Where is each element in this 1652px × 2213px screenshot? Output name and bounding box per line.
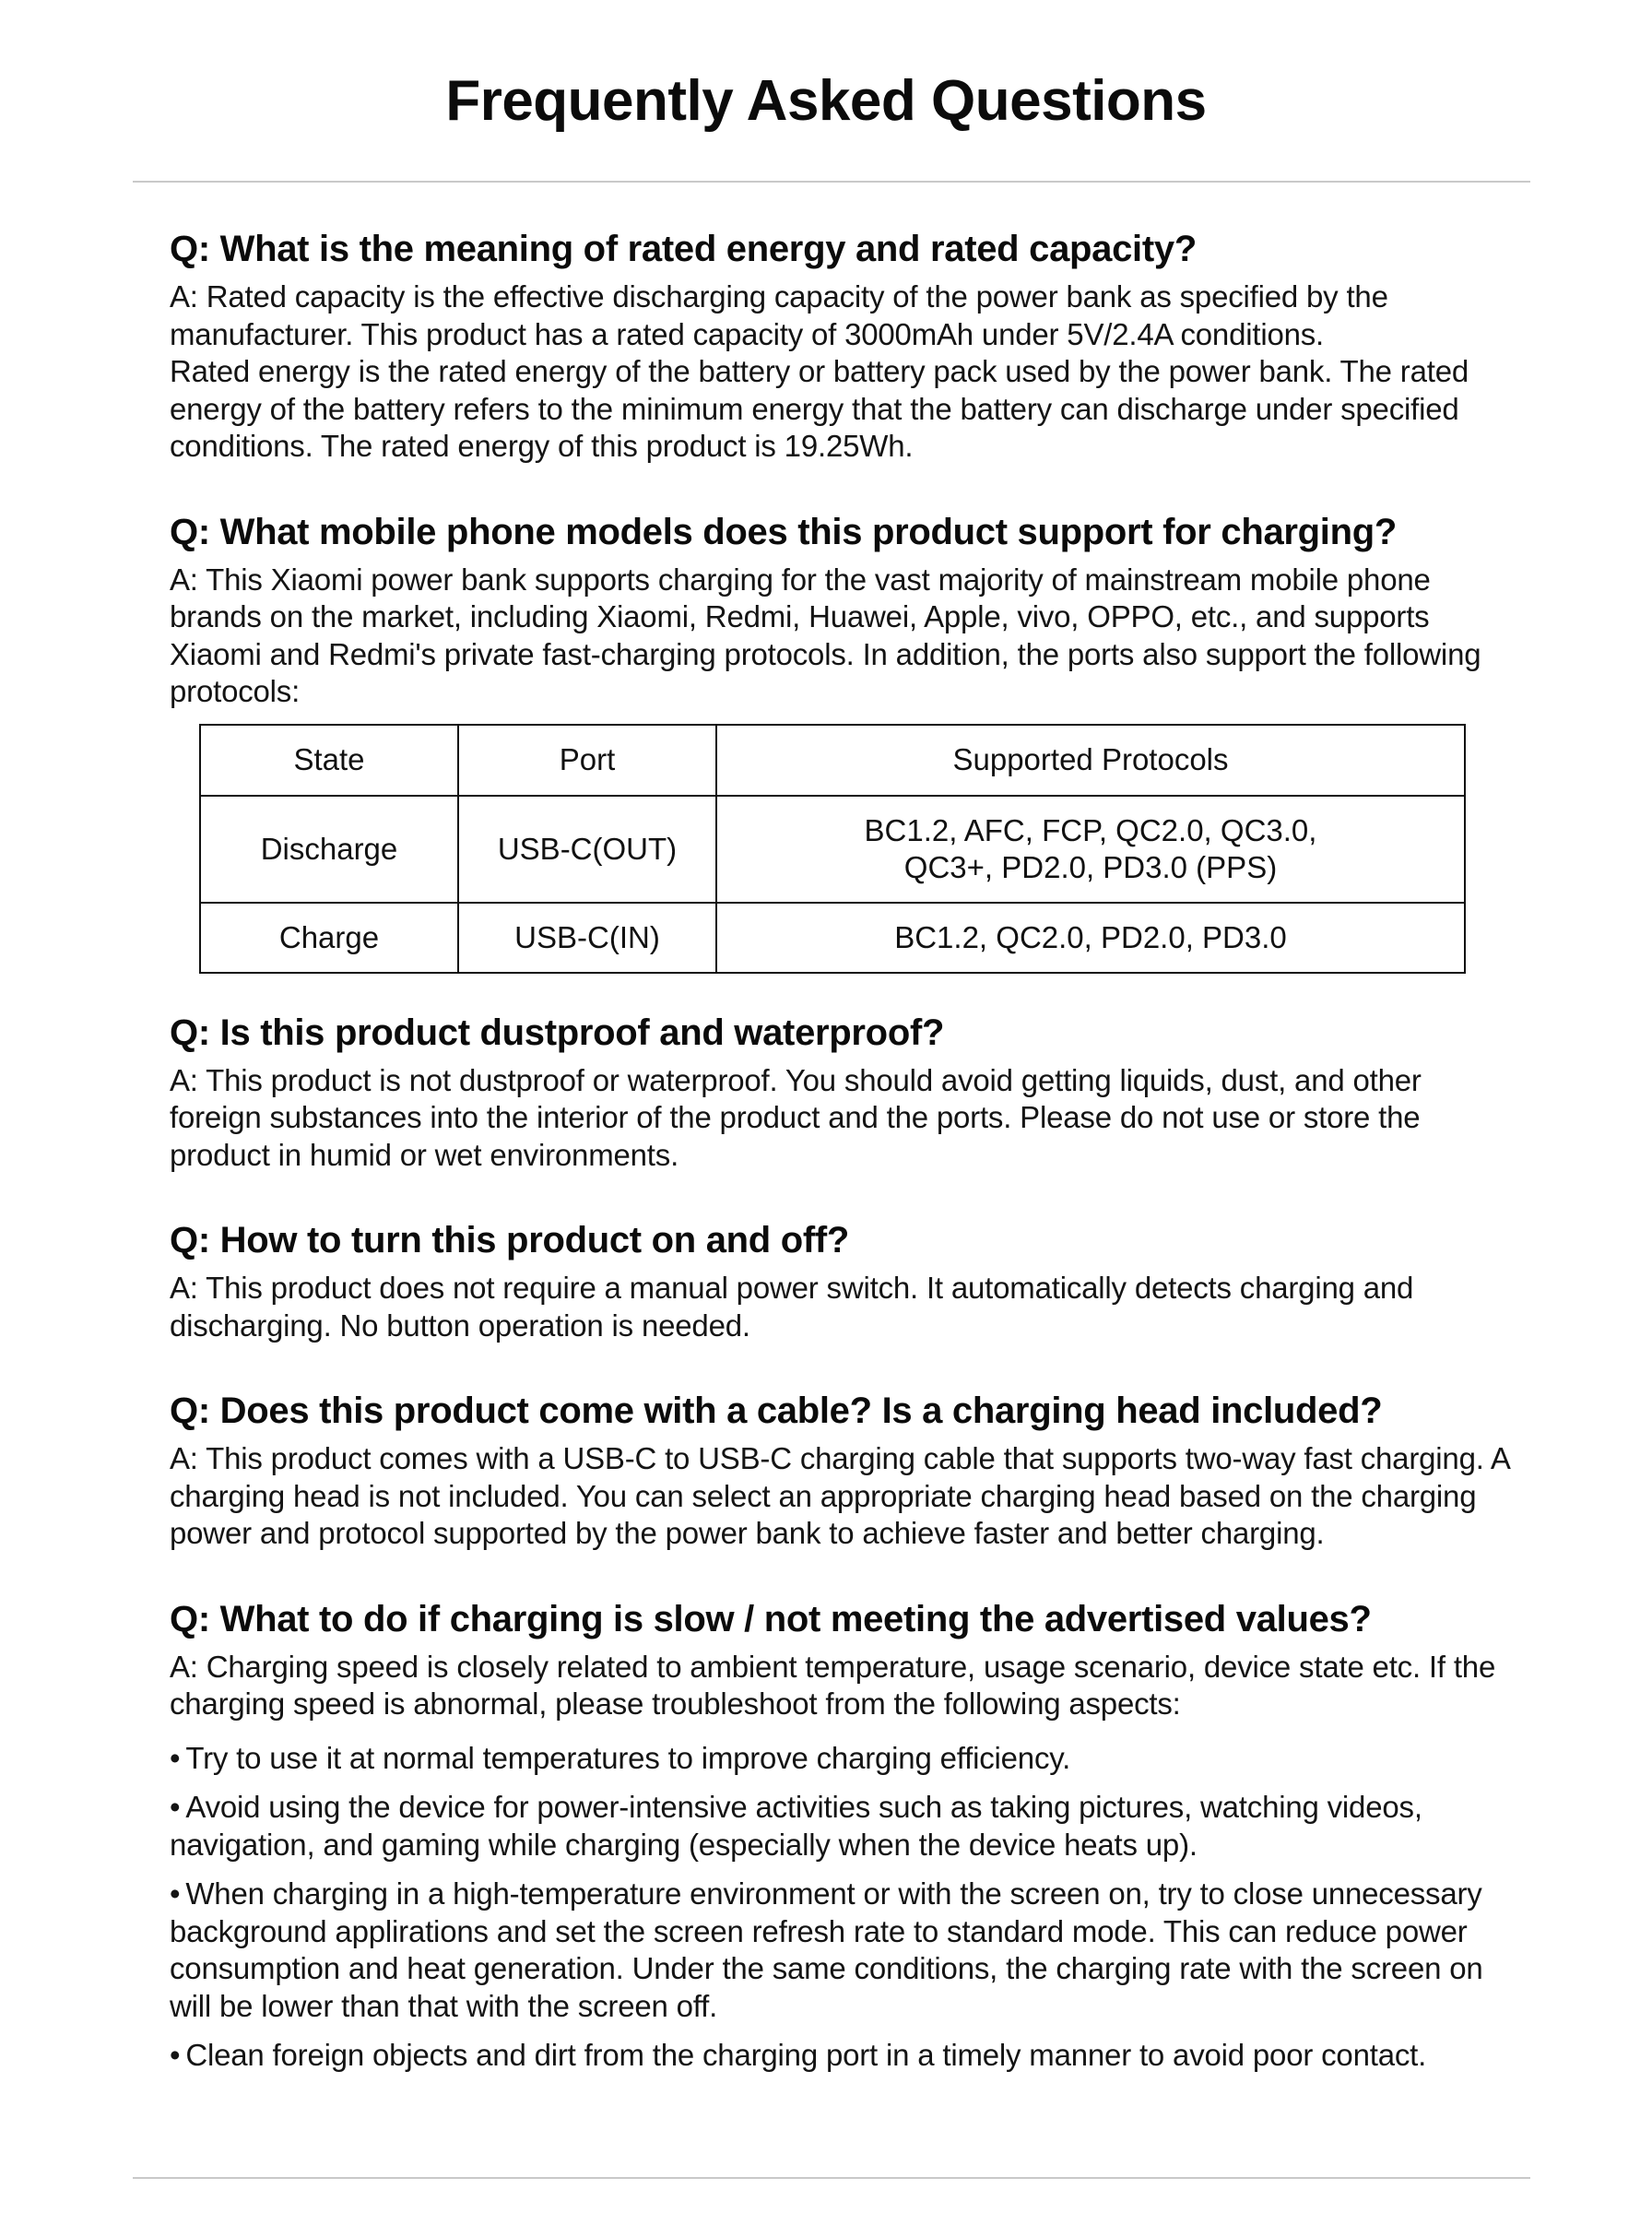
- list-item: [170, 1789, 1516, 1864]
- bullet: •: [170, 1740, 181, 1775]
- question: Q: Is this product dustproof and waterproof?: [170, 1012, 945, 1053]
- table-cell: BC1.2, QC2.0, PD2.0, PD3.0: [716, 903, 1465, 973]
- list-item-text: Try to use it at normal temperatures to improve charging efficiency.: [185, 1740, 1071, 1775]
- table-cell: USB-C(OUT): [458, 796, 716, 903]
- answer: A: Charging speed is closely related to ambient temperature, usage scenario, device state etc. If the charging speed is abnormal, please troubleshoot from the following aspects:: [170, 1649, 1496, 1721]
- question: Q: What to do if charging is slow / not meeting the advertised values?: [170, 1598, 1372, 1639]
- faq-item-supported-phones: [170, 508, 1516, 711]
- table-header: Supported Protocols: [716, 725, 1465, 796]
- faq-item-power-switch: [170, 1216, 1516, 1344]
- page-title: Frequently Asked Questions: [445, 69, 1207, 133]
- answer: A: Rated capacity is the effective discharging capacity of the power bank as specified by the manufacturer. This product has a rated capacity of 3000mAh under 5V/2.4A conditions.: [170, 279, 1388, 351]
- table-cell: Charge: [200, 903, 458, 973]
- bullet: •: [170, 1790, 181, 1824]
- list-item: [170, 1740, 1516, 1778]
- troubleshooting-list: [170, 1740, 1516, 2075]
- question: Q: Does this product come with a cable? Is a charging head included?: [170, 1391, 1383, 1431]
- faq-content: [170, 225, 1516, 2087]
- faq-item-waterproof: [170, 1009, 1516, 1175]
- answer: A: This product comes with a USB-C to USB-C charging cable that supports two-way fast charging. A charging head is not included. You can select an appropriate charging head based on the charging power and protocol supported by the power bank to achieve faster and better charging.: [170, 1441, 1509, 1550]
- faq-item-cable: [170, 1387, 1516, 1553]
- top-divider: [133, 181, 1530, 183]
- table-cell: USB-C(IN): [458, 903, 716, 973]
- bottom-divider: [133, 2177, 1530, 2179]
- table-cell: Discharge: [200, 796, 458, 903]
- table-header: State: [200, 725, 458, 796]
- list-item-text: When charging in a high-temperature environment or with the screen on, try to close unnecessary background applirations and set the screen refresh rate to standard mode. This can reduce power consumption and heat generation. Under the same conditions, the charging rate with the screen on will be lower than that with the screen off.: [170, 1876, 1483, 2023]
- protocol-table: [199, 724, 1466, 974]
- protocols-line: BC1.2, AFC, FCP, QC2.0, QC3.0,: [864, 812, 1317, 847]
- question: Q: What is the meaning of rated energy and rated capacity?: [170, 229, 1197, 269]
- table-header-row: [200, 725, 1465, 796]
- faq-item-rated-energy: [170, 225, 1516, 466]
- list-item: [170, 2037, 1516, 2075]
- list-item-text: Clean foreign objects and dirt from the charging port in a timely manner to avoid poor contact.: [185, 2038, 1427, 2072]
- table-header: Port: [458, 725, 716, 796]
- answer: A: This product is not dustproof or waterproof. You should avoid getting liquids, dust, and other foreign substances into the interior of the product and the ports. Please do not use or store the product in humid or wet environments.: [170, 1062, 1422, 1172]
- list-item-text: Avoid using the device for power-intensive activities such as taking pictures, watching videos, navigation, and gaming while charging (especially when the device heats up).: [170, 1790, 1422, 1862]
- table-row: [200, 796, 1465, 903]
- answer: A: This Xiaomi power bank supports charging for the vast majority of mainstream mobile phone brands on the market, including Xiaomi, Redmi, Huawei, Apple, vivo, OPPO, etc., and supports Xiaomi and Redmi's private fast-charging protocols. In addition, the ports also support the following protocols:: [170, 562, 1481, 708]
- answer: A: This product does not require a manual power switch. It automatically detects charging and discharging. No button operation is needed.: [170, 1271, 1414, 1343]
- bullet: •: [170, 2038, 181, 2072]
- faq-item-slow-charging: [170, 1595, 1516, 2075]
- table-cell-protocols: [716, 796, 1465, 903]
- table-row: [200, 903, 1465, 973]
- question: Q: What mobile phone models does this product support for charging?: [170, 511, 1398, 552]
- list-item: [170, 1876, 1516, 2025]
- answer-continued: Rated energy is the rated energy of the battery or battery pack used by the power bank. The rated energy of the battery refers to the minimum energy that the battery can discharge under specified conditions. The rated energy of this product is 19.25Wh.: [170, 354, 1469, 463]
- bullet: •: [170, 1876, 181, 1911]
- protocols-line: QC3+, PD2.0, PD3.0 (PPS): [903, 849, 1278, 884]
- question: Q: How to turn this product on and off?: [170, 1220, 850, 1260]
